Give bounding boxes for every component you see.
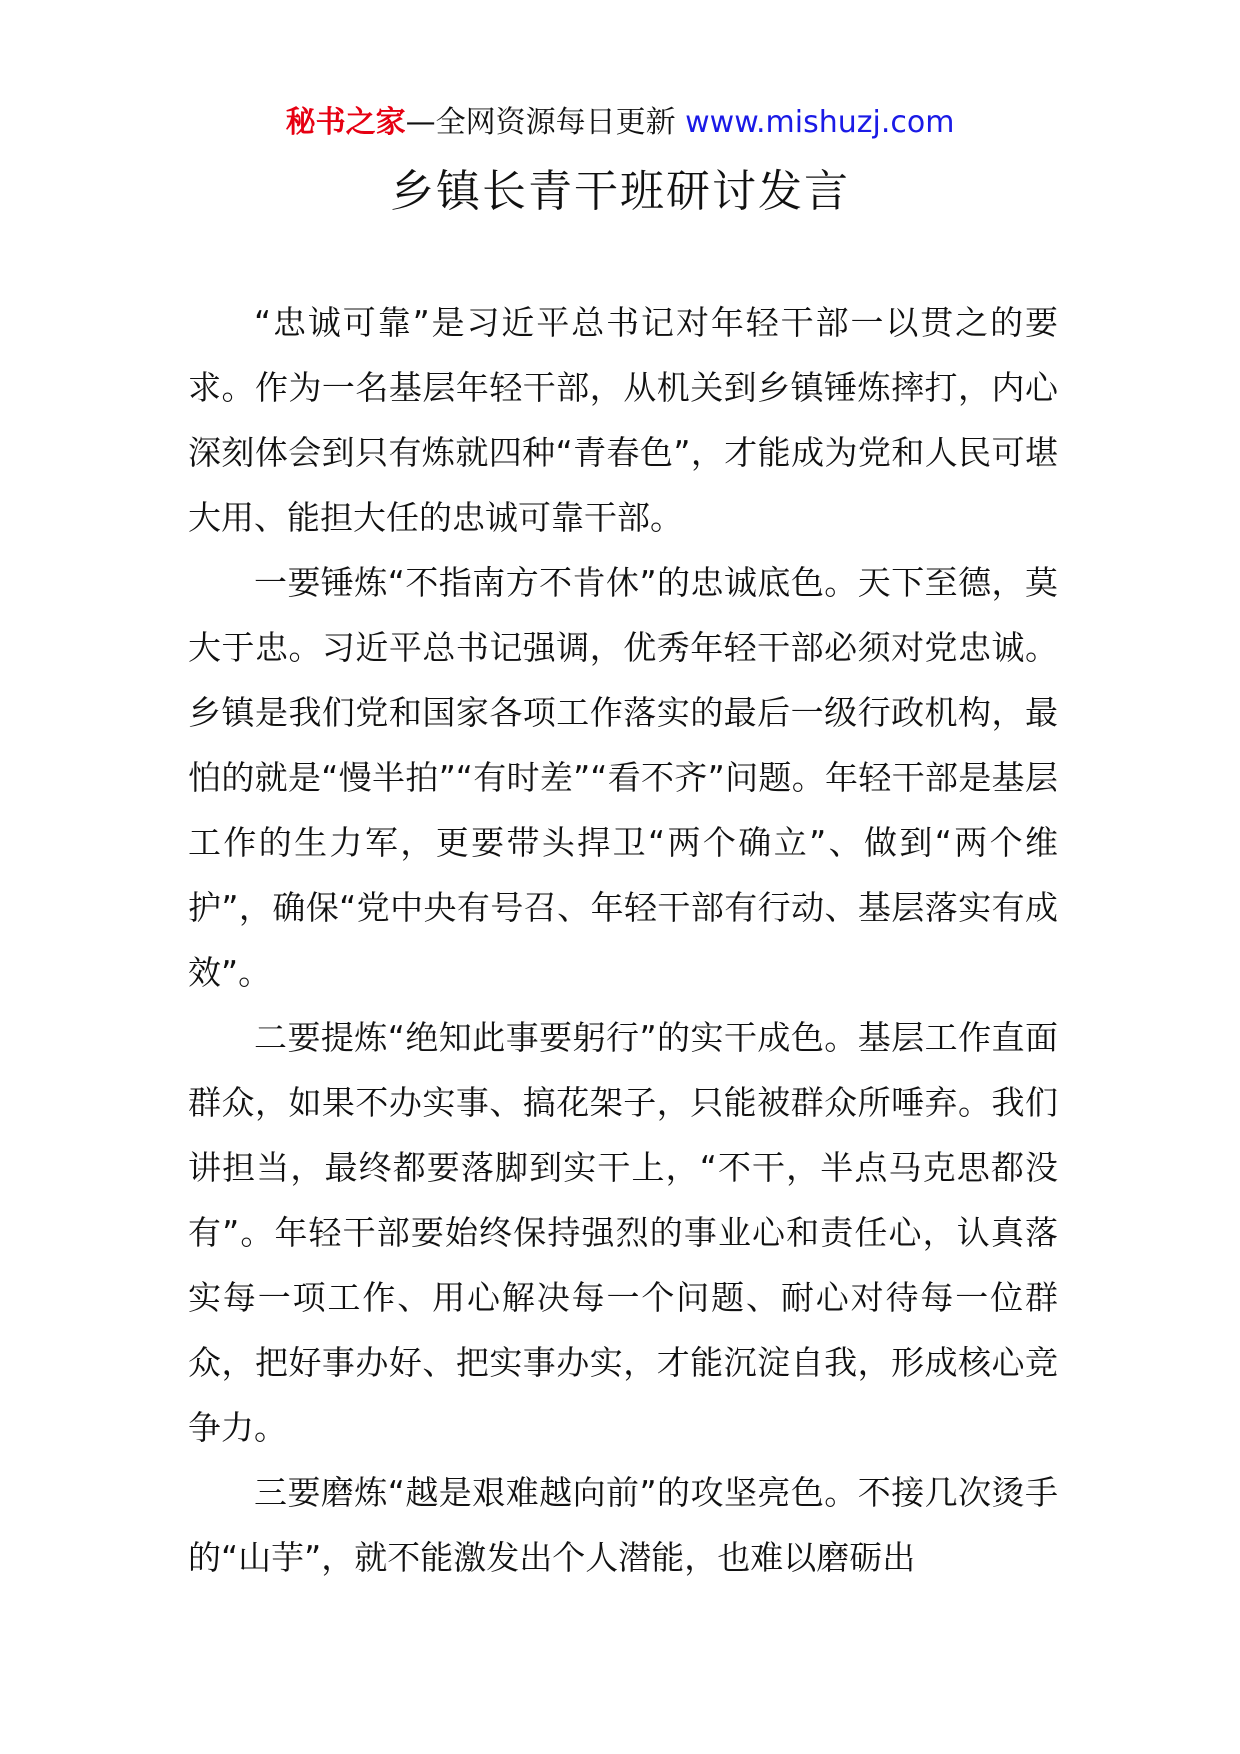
site-header — [0, 103, 1240, 143]
site-tagline: —全网资源每日更新 — [405, 105, 686, 140]
paragraph-challenge: 三要磨炼“越是艰难越向前”的攻坚亮色。不接几次烫手的“山芋”，就不能激发出个人潜能，也难以磨砺出 — [188, 1473, 1058, 1577]
paragraph-loyalty: 一要锤炼“不指南方不肯休”的忠诚底色。天下至德，莫大于忠。习近平总书记强调，优秀年轻干部必须对党忠诚。乡镇是我们党和国家各项工作落实的最后一级行政机构，最怕的就是“慢半拍”“有时差”“看不齐”问题。年轻干部是基层工作的生力军，更要带头捍卫“两个确立”、做到“两个维护”，确保“党中央有号召、年轻干部有行动、基层落实有成效”。 — [188, 563, 1058, 992]
document-title: 乡镇长青干班研讨发言 — [390, 166, 850, 217]
paragraph-practice: 二要提炼“绝知此事要躬行”的实干成色。基层工作直面群众，如果不办实事、搞花架子，只能被群众所唾弃。我们讲担当，最终都要落脚到实干上，“不干，半点马克思都没有”。年轻干部要始终保持强烈的事业心和责任心，认真落实每一项工作、用心解决每一个问题、耐心对待每一位群众，把好事办好、把实事办实，才能沉淀自我，形成核心竞争力。 — [188, 1018, 1058, 1447]
site-url-link[interactable]: www.mishuzj.com — [685, 105, 955, 140]
paragraph-intro: “忠诚可靠”是习近平总书记对年轻干部一以贯之的要求。作为一名基层年轻干部，从机关到乡镇锤炼摔打，内心深刻体会到只有炼就四种“青春色”，才能成为党和人民可堪大用、能担大任的忠诚可靠干部。 — [188, 303, 1058, 537]
brand-name: 秘书之家 — [285, 105, 406, 140]
document-body — [188, 290, 1058, 1590]
